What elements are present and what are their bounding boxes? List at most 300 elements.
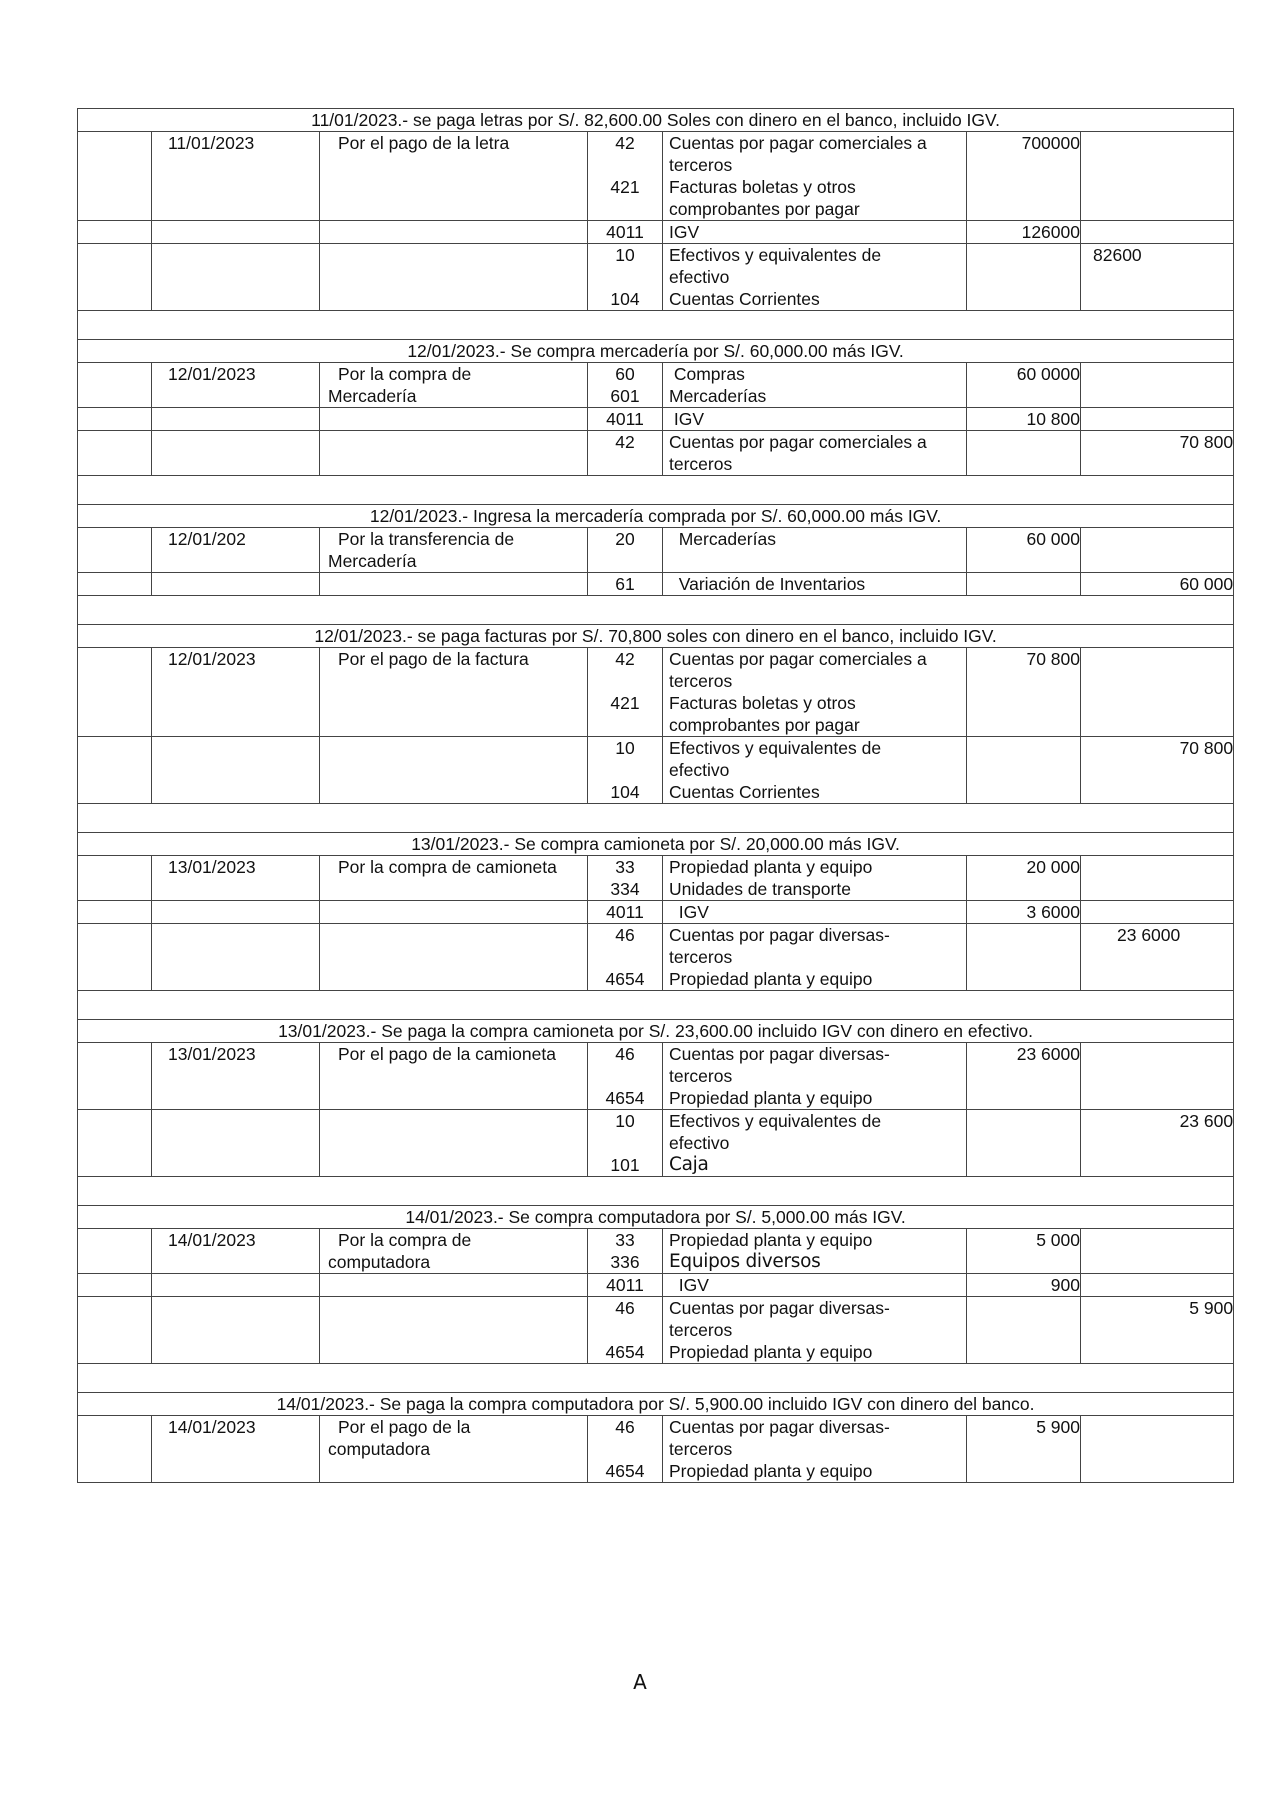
cell-line: 61: [615, 574, 635, 594]
credit-amount: 70 800: [1179, 738, 1234, 758]
account-name-cell: [663, 1297, 967, 1364]
credit-cell: [1081, 528, 1234, 573]
account-name-line: Caja: [669, 1154, 709, 1175]
cell-line: [594, 266, 656, 288]
account-name-cell: [663, 856, 967, 901]
cell-line: 334: [610, 879, 640, 899]
gloss-cell: [320, 573, 588, 596]
cell-line: 104: [610, 782, 640, 802]
account-name-line: Cuentas por pagar comerciales a: [669, 133, 927, 153]
debit-amount: 3 6000: [1026, 902, 1080, 922]
journal-row: [78, 737, 1234, 804]
debit-cell: [967, 1043, 1081, 1110]
gloss-cell: [320, 132, 588, 221]
debit-cell: [967, 573, 1081, 596]
page-letter: A: [633, 1670, 647, 1694]
account-name-line: Cuentas por pagar diversas-: [669, 1044, 890, 1064]
account-code-cell: [588, 221, 663, 244]
cell-line: 42: [615, 133, 635, 153]
cell-line: 4654: [605, 969, 645, 989]
account-name-line: Cuentas por pagar diversas-: [669, 1298, 890, 1318]
date-cell: [152, 1043, 320, 1110]
date-cell: [152, 856, 320, 901]
debit-amount: 5 000: [1036, 1230, 1080, 1250]
account-name-line: terceros: [669, 1320, 733, 1340]
debit-cell: [967, 737, 1081, 804]
account-name-cell: [663, 1229, 967, 1274]
account-name-line: Equipos diversos: [669, 1251, 821, 1272]
date-cell: [152, 244, 320, 311]
cell-line: 104: [610, 289, 640, 309]
account-name-line: Cuentas Corrientes: [669, 289, 820, 309]
credit-cell: [1081, 1297, 1234, 1364]
blank-cell: [78, 132, 152, 221]
credit-cell: [1081, 221, 1234, 244]
blank-cell: [78, 408, 152, 431]
account-code-cell: [588, 528, 663, 573]
journal-row: [78, 408, 1234, 431]
account-name-cell: [663, 221, 967, 244]
journal-row: [78, 1274, 1234, 1297]
date-cell: [152, 737, 320, 804]
account-code-cell: [588, 901, 663, 924]
cell-line: 46: [615, 1417, 635, 1437]
gloss-cell: [320, 1043, 588, 1110]
journal-row: [78, 856, 1234, 901]
account-name-line: efectivo: [669, 267, 730, 287]
cell-line: Mercadería: [328, 551, 417, 571]
account-code-cell: [588, 1229, 663, 1274]
account-name-line: Mercaderías: [669, 386, 767, 406]
debit-amount: 20 000: [1026, 857, 1080, 877]
debit-cell: [967, 221, 1081, 244]
cell-line: 42: [615, 432, 635, 452]
account-code-cell: [588, 1110, 663, 1177]
account-name-cell: [663, 648, 967, 737]
journal-row: [78, 1229, 1234, 1274]
account-name-line: Compras: [669, 364, 745, 384]
entry-title-row: [78, 340, 1234, 363]
separator-row: [78, 311, 1234, 340]
credit-cell: [1081, 408, 1234, 431]
account-name-cell: [663, 1416, 967, 1483]
account-name-line: Cuentas Corrientes: [669, 782, 820, 802]
separator-row: [78, 804, 1234, 833]
entry-title: 14/01/2023.- Se compra computadora por S/. 5,000.00 más IGV.: [78, 1206, 1234, 1229]
gloss-cell: [320, 737, 588, 804]
debit-cell: [967, 244, 1081, 311]
entry-title: 13/01/2023.- Se paga la compra camioneta por S/. 23,600.00 incluido IGV con dinero en efectivo.: [78, 1020, 1234, 1043]
cell-line: 101: [610, 1155, 640, 1175]
account-name-line: Facturas boletas y otros: [669, 177, 856, 197]
blank-cell: [78, 244, 152, 311]
account-code-cell: [588, 244, 663, 311]
gloss-cell: [320, 901, 588, 924]
date-text: 12/01/2023: [168, 649, 256, 669]
cell-line: Por la compra de camioneta: [338, 857, 557, 877]
credit-cell: [1081, 924, 1234, 991]
blank-cell: [78, 737, 152, 804]
account-name-cell: [663, 528, 967, 573]
credit-amount: 23 600: [1179, 1111, 1234, 1131]
account-name-line: Unidades de transporte: [669, 879, 851, 899]
gloss-cell: [320, 1416, 588, 1483]
separator-row: [78, 991, 1234, 1020]
credit-amount: 5 900: [1189, 1298, 1234, 1318]
credit-cell: [1081, 1043, 1234, 1110]
journal-row: [78, 431, 1234, 476]
cell-line: 46: [615, 1298, 635, 1318]
date-text: 12/01/202: [168, 529, 246, 549]
journal-row: [78, 1297, 1234, 1364]
account-name-line: Cuentas por pagar diversas-: [669, 925, 890, 945]
account-name-line: Propiedad planta y equipo: [669, 857, 873, 877]
gloss-cell: [320, 924, 588, 991]
cell-line: 4011: [606, 409, 644, 429]
debit-amount: 900: [1050, 1275, 1080, 1295]
cell-line: 33: [615, 1230, 635, 1250]
account-name-line: comprobantes por pagar: [669, 199, 860, 219]
blank-cell: [78, 1416, 152, 1483]
separator-row: [78, 596, 1234, 625]
account-code-cell: [588, 1297, 663, 1364]
gloss-cell: [320, 1110, 588, 1177]
cell-line: 421: [610, 177, 640, 197]
cell-line: [594, 198, 656, 220]
account-name-line: Cuentas por pagar comerciales a: [669, 649, 927, 669]
account-name-line: Efectivos y equivalentes de: [669, 245, 882, 265]
separator-row: [78, 1364, 1234, 1393]
account-name-cell: [663, 431, 967, 476]
journal-row: [78, 363, 1234, 408]
journal-row: [78, 924, 1234, 991]
gloss-cell: [320, 1297, 588, 1364]
cell-line: 46: [615, 925, 635, 945]
cell-line: 42: [615, 649, 635, 669]
account-name-cell: [663, 924, 967, 991]
account-name-line: Efectivos y equivalentes de: [669, 738, 882, 758]
separator-cell: [78, 311, 1234, 340]
gloss-cell: [320, 244, 588, 311]
date-cell: [152, 648, 320, 737]
account-name-line: Efectivos y equivalentes de: [669, 1111, 882, 1131]
date-text: 13/01/2023: [168, 857, 256, 877]
cell-line: 4654: [605, 1461, 645, 1481]
debit-cell: [967, 1416, 1081, 1483]
account-name-cell: [663, 901, 967, 924]
blank-cell: [78, 528, 152, 573]
cell-line: Por el pago de la factura: [338, 649, 529, 669]
account-code-cell: [588, 573, 663, 596]
account-name-line: Propiedad planta y equipo: [669, 1342, 873, 1362]
credit-cell: [1081, 1416, 1234, 1483]
cell-line: [594, 1438, 656, 1460]
blank-cell: [78, 431, 152, 476]
account-name-line: terceros: [669, 947, 733, 967]
gloss-cell: [320, 363, 588, 408]
separator-row: [78, 476, 1234, 505]
debit-cell: [967, 1110, 1081, 1177]
gloss-cell: [320, 431, 588, 476]
account-name-cell: [663, 573, 967, 596]
cell-line: 4654: [605, 1342, 645, 1362]
entry-title-row: [78, 1393, 1234, 1416]
date-cell: [152, 431, 320, 476]
account-code-cell: [588, 1043, 663, 1110]
date-cell: [152, 1297, 320, 1364]
journal-row: [78, 528, 1234, 573]
cell-line: Por el pago de la letra: [338, 133, 510, 153]
entry-title-row: [78, 505, 1234, 528]
entry-title: 11/01/2023.- se paga letras por S/. 82,600.00 Soles con dinero en el banco, incluido IGV.: [78, 109, 1234, 132]
entry-title: 14/01/2023.- Se paga la compra computadora por S/. 5,900.00 incluido IGV con dinero del banco.: [78, 1393, 1234, 1416]
account-code-cell: [588, 856, 663, 901]
cell-line: [594, 154, 656, 176]
journal-row: [78, 1110, 1234, 1177]
cell-line: 33: [615, 857, 635, 877]
account-name-line: Facturas boletas y otros: [669, 693, 856, 713]
account-name-cell: [663, 1110, 967, 1177]
cell-line: 421: [610, 693, 640, 713]
blank-cell: [78, 1274, 152, 1297]
date-text: 11/01/2023: [168, 133, 255, 153]
debit-cell: [967, 363, 1081, 408]
blank-cell: [78, 573, 152, 596]
entry-title: 12/01/2023.- se paga facturas por S/. 70,800 soles con dinero en el banco, incluido IGV.: [78, 625, 1234, 648]
credit-amount: 70 800: [1179, 432, 1234, 452]
cell-line: computadora: [328, 1439, 431, 1459]
credit-amount: 23 6000: [1117, 925, 1181, 945]
debit-cell: [967, 1274, 1081, 1297]
account-code-cell: [588, 132, 663, 221]
blank-cell: [78, 924, 152, 991]
journal-row: [78, 1416, 1234, 1483]
cell-line: 10: [615, 1111, 635, 1131]
credit-amount: 60 000: [1179, 574, 1234, 594]
cell-line: 20: [615, 529, 635, 549]
blank-cell: [78, 363, 152, 408]
account-name-line: Propiedad planta y equipo: [669, 969, 873, 989]
debit-amount: 23 6000: [1016, 1044, 1080, 1064]
account-code-cell: [588, 408, 663, 431]
credit-cell: [1081, 737, 1234, 804]
account-code-cell: [588, 1416, 663, 1483]
cell-line: [594, 670, 656, 692]
date-cell: [152, 1229, 320, 1274]
debit-amount: 700000: [1021, 133, 1080, 153]
date-cell: [152, 573, 320, 596]
cell-line: 46: [615, 1044, 635, 1064]
cell-line: 60: [615, 364, 635, 384]
account-name-line: efectivo: [669, 760, 730, 780]
separator-row: [78, 1177, 1234, 1206]
debit-cell: [967, 1297, 1081, 1364]
cell-line: 601: [610, 386, 640, 406]
account-name-line: IGV: [669, 1275, 709, 1295]
separator-cell: [78, 596, 1234, 625]
blank-cell: [78, 856, 152, 901]
date-text: 14/01/2023: [168, 1230, 256, 1250]
cell-line: [594, 714, 656, 736]
entry-title-row: [78, 625, 1234, 648]
cell-line: Por la compra de: [338, 1230, 472, 1250]
journal-row: [78, 901, 1234, 924]
account-name-line: Variación de Inventarios: [669, 574, 866, 594]
blank-cell: [78, 1229, 152, 1274]
blank-cell: [78, 221, 152, 244]
ledger-body: [78, 109, 1234, 1483]
account-name-cell: [663, 132, 967, 221]
account-name-line: Propiedad planta y equipo: [669, 1088, 873, 1108]
credit-cell: [1081, 244, 1234, 311]
gloss-cell: [320, 856, 588, 901]
entry-title-row: [78, 109, 1234, 132]
credit-cell: [1081, 363, 1234, 408]
account-name-line: IGV: [669, 222, 700, 242]
debit-amount: 5 900: [1036, 1417, 1080, 1437]
date-cell: [152, 408, 320, 431]
gloss-cell: [320, 221, 588, 244]
date-cell: [152, 528, 320, 573]
debit-cell: [967, 856, 1081, 901]
debit-amount: 126000: [1021, 222, 1080, 242]
debit-cell: [967, 1229, 1081, 1274]
date-text: 13/01/2023: [168, 1044, 256, 1064]
debit-cell: [967, 132, 1081, 221]
separator-cell: [78, 991, 1234, 1020]
journal-row: [78, 244, 1234, 311]
cell-line: Por la transferencia de: [338, 529, 515, 549]
account-name-line: efectivo: [669, 1133, 730, 1153]
cell-line: [594, 759, 656, 781]
account-name-line: terceros: [669, 671, 733, 691]
cell-line: 10: [615, 738, 635, 758]
blank-cell: [78, 1110, 152, 1177]
account-code-cell: [588, 924, 663, 991]
cell-line: Mercadería: [328, 386, 417, 406]
account-code-cell: [588, 1274, 663, 1297]
credit-cell: [1081, 1274, 1234, 1297]
cell-line: [594, 1132, 656, 1154]
debit-cell: [967, 648, 1081, 737]
blank-cell: [78, 1043, 152, 1110]
entry-title-row: [78, 1206, 1234, 1229]
debit-cell: [967, 431, 1081, 476]
entry-title: 13/01/2023.- Se compra camioneta por S/. 20,000.00 más IGV.: [78, 833, 1234, 856]
account-name-line: Propiedad planta y equipo: [669, 1461, 873, 1481]
debit-cell: [967, 901, 1081, 924]
blank-cell: [78, 648, 152, 737]
journal-row: [78, 573, 1234, 596]
cell-line: 4011: [606, 902, 644, 922]
journal-row: [78, 1043, 1234, 1110]
date-cell: [152, 363, 320, 408]
entry-title-row: [78, 1020, 1234, 1043]
date-text: 12/01/2023: [168, 364, 256, 384]
account-name-line: terceros: [669, 1439, 733, 1459]
separator-cell: [78, 1364, 1234, 1393]
cell-line: 4011: [606, 222, 644, 242]
blank-cell: [78, 901, 152, 924]
date-cell: [152, 901, 320, 924]
account-code-cell: [588, 363, 663, 408]
account-name-line: Propiedad planta y equipo: [669, 1230, 873, 1250]
account-name-cell: [663, 244, 967, 311]
date-cell: [152, 221, 320, 244]
account-name-line: terceros: [669, 155, 733, 175]
gloss-cell: [320, 648, 588, 737]
account-name-line: comprobantes por pagar: [669, 715, 860, 735]
account-name-cell: [663, 1043, 967, 1110]
account-code-cell: [588, 737, 663, 804]
journal-ledger-table: [77, 108, 1234, 1483]
separator-cell: [78, 476, 1234, 505]
credit-cell: [1081, 431, 1234, 476]
credit-cell: [1081, 856, 1234, 901]
credit-cell: [1081, 132, 1234, 221]
entry-title: 12/01/2023.- Ingresa la mercadería comprada por S/. 60,000.00 más IGV.: [78, 505, 1234, 528]
account-name-cell: [663, 1274, 967, 1297]
debit-cell: [967, 924, 1081, 991]
gloss-cell: [320, 1229, 588, 1274]
cell-line: computadora: [328, 1252, 431, 1272]
credit-cell: [1081, 648, 1234, 737]
debit-amount: 10 800: [1026, 409, 1080, 429]
debit-amount: 70 800: [1026, 649, 1080, 669]
debit-cell: [967, 528, 1081, 573]
account-name-cell: [663, 408, 967, 431]
debit-amount: 60 000: [1026, 529, 1080, 549]
journal-row: [78, 221, 1234, 244]
gloss-cell: [320, 528, 588, 573]
date-text: 14/01/2023: [168, 1417, 256, 1437]
account-name-line: Mercaderías: [669, 529, 776, 549]
gloss-cell: [320, 1274, 588, 1297]
credit-amount: 82600: [1093, 245, 1142, 265]
date-cell: [152, 1110, 320, 1177]
account-name-line: Cuentas por pagar comerciales a: [669, 432, 927, 452]
account-name-line: terceros: [669, 454, 733, 474]
account-code-cell: [588, 431, 663, 476]
date-cell: [152, 1416, 320, 1483]
cell-line: 10: [615, 245, 635, 265]
journal-row: [78, 132, 1234, 221]
separator-cell: [78, 804, 1234, 833]
cell-line: [594, 946, 656, 968]
credit-cell: [1081, 1229, 1234, 1274]
cell-line: 4654: [605, 1088, 645, 1108]
account-name-cell: [663, 363, 967, 408]
cell-line: Por el pago de la camioneta: [338, 1044, 556, 1064]
cell-line: 4011: [606, 1275, 644, 1295]
debit-cell: [967, 408, 1081, 431]
journal-row: [78, 648, 1234, 737]
blank-cell: [78, 1297, 152, 1364]
account-name-line: terceros: [669, 1066, 733, 1086]
cell-line: Por el pago de la: [338, 1417, 471, 1437]
date-cell: [152, 924, 320, 991]
account-name-line: IGV: [669, 409, 705, 429]
account-name-cell: [663, 737, 967, 804]
cell-line: [594, 1065, 656, 1087]
credit-cell: [1081, 901, 1234, 924]
account-name-line: Cuentas por pagar diversas-: [669, 1417, 890, 1437]
account-name-line: IGV: [669, 902, 709, 922]
credit-cell: [1081, 573, 1234, 596]
separator-cell: [78, 1177, 1234, 1206]
date-cell: [152, 1274, 320, 1297]
cell-line: 336: [610, 1252, 640, 1272]
